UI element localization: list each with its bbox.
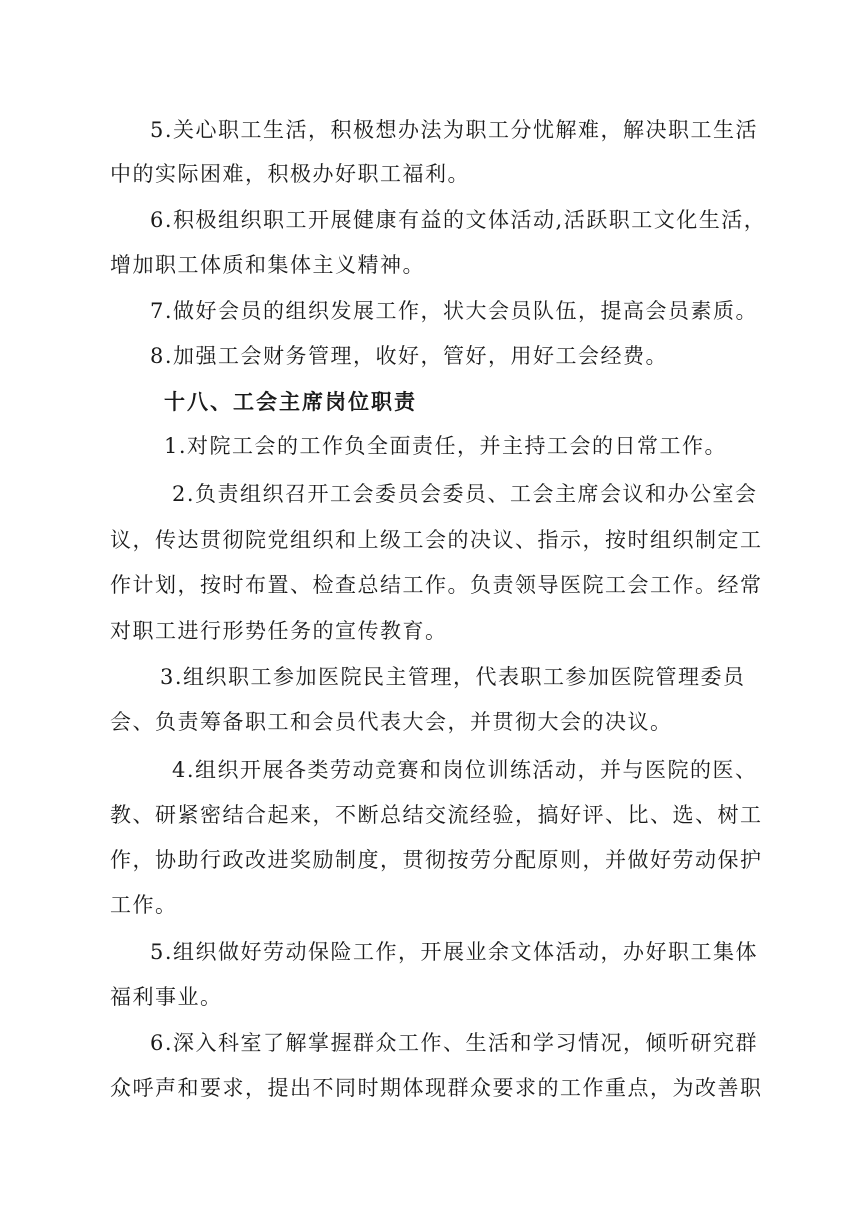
paragraph-line: 4.组织开展各类劳动竞赛和岗位训练活动，并与医院的医、 <box>172 758 758 782</box>
paragraph-line: 7.做好会员的组织发展工作，状大会员队伍，提高会员素质。 <box>150 299 759 323</box>
paragraph-line: 中的实际困难，积极办好职工福利。 <box>110 162 470 186</box>
paragraph-line: 3.组织职工参加医院民主管理，代表职工参加医院管理委员 <box>160 665 746 689</box>
paragraph-line: 作计划，按时布置、检查总结工作。负责领导医院工会工作。经常 <box>110 573 763 597</box>
paragraph-line: 对职工进行形势任务的宣传教育。 <box>110 619 448 643</box>
paragraph-line: 议，传达贯彻院党组织和上级工会的决议、指示，按时组织制定工 <box>110 528 763 552</box>
section-heading: 十八、工会主席岗位职责 <box>164 390 417 414</box>
paragraph-line: 工作。 <box>110 893 178 917</box>
paragraph-line: 增加职工体质和集体主义精神。 <box>110 253 425 277</box>
paragraph-line: 众呼声和要求，提出不同时期体现群众要求的工作重点，为改善职 <box>110 1076 763 1100</box>
paragraph-line: 会、负责筹备职工和会员代表大会，并贯彻大会的决议。 <box>110 710 673 734</box>
paragraph-line: 5.关心职工生活，积极想办法为职工分忧解难，解决职工生活 <box>150 118 759 142</box>
paragraph-line: 8.加强工会财务管理，收好，管好，用好工会经费。 <box>150 344 669 368</box>
paragraph-line: 6.深入科室了解掌握群众工作、生活和学习情况，倾听研究群 <box>150 1031 759 1055</box>
paragraph-line: 作，协助行政改进奖励制度，贯彻按劳分配原则，并做好劳动保护 <box>110 848 763 872</box>
paragraph-line: 2.负责组织召开工会委员会委员、工会主席会议和办公室会 <box>172 482 758 506</box>
paragraph-line: 福利事业。 <box>110 985 223 1009</box>
paragraph-line: 教、研紧密结合起来，不断总结交流经验，搞好评、比、选、树工 <box>110 803 763 827</box>
paragraph-line: 1.对院工会的工作负全面责任，并主持工会的日常工作。 <box>164 434 728 458</box>
paragraph-line: 5.组织做好劳动保险工作，开展业余文体活动，办好职工集体 <box>150 940 759 964</box>
paragraph-line: 6.积极组织职工开展健康有益的文体活动,活跃职工文化生活， <box>150 208 767 232</box>
